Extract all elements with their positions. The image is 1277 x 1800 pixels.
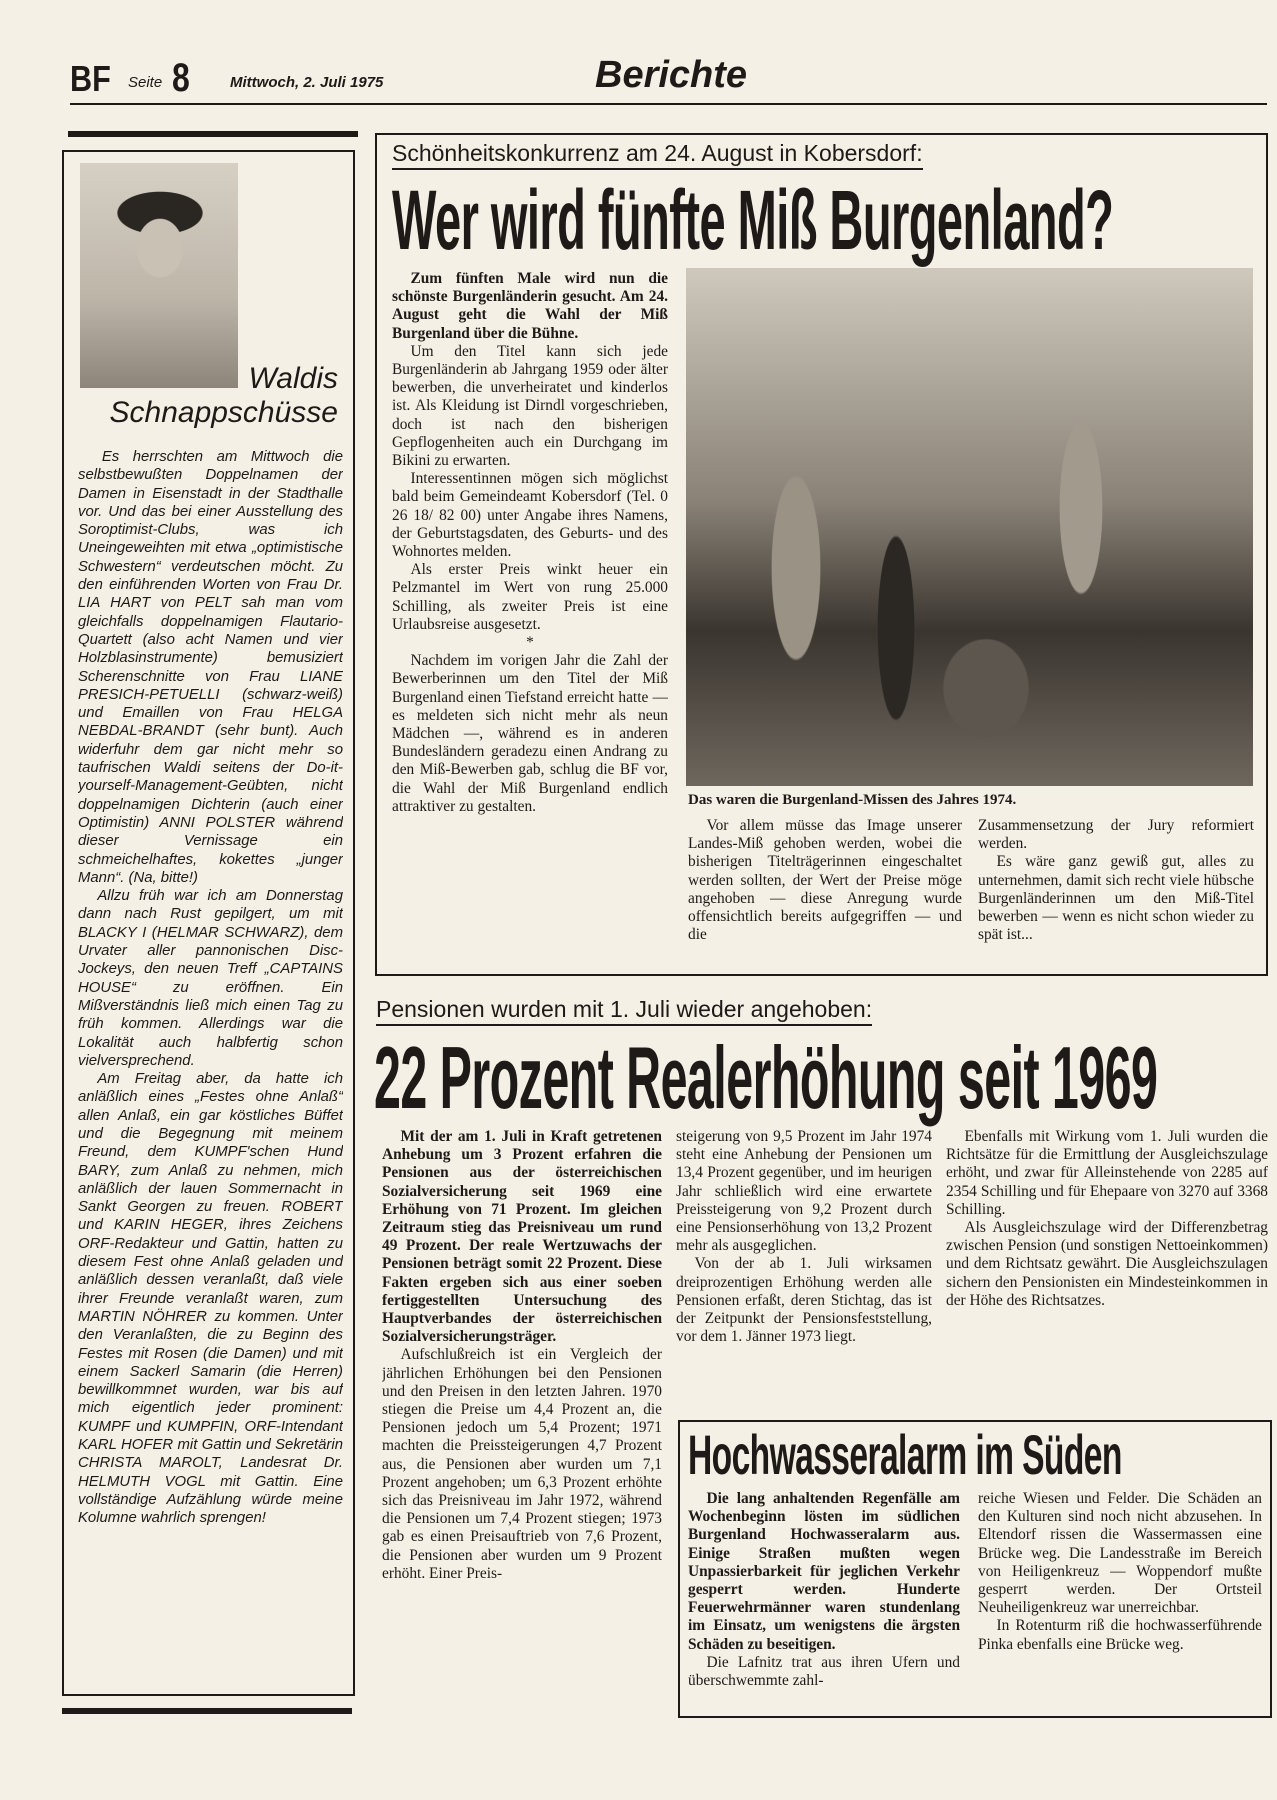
miss-article-col3	[978, 817, 1254, 972]
column-bottom-bar	[62, 1708, 352, 1714]
pension-article-paragraph: Aufschlußreich ist ein Vergleich der jährlichen Erhöhungen bei den Pensionen und den Preisen in den letzten Jahren. 1970 stiegen die Preise um 4,4 Prozent an, die Pensionen jedoch um 5,4 Prozent; 1971 machten die Preissteigerungen 4,7 Prozent aus, die Pensionen aber wurden um 7,1 Prozent angehoben; um 6,3 Prozent erhöhte sich das Preisniveau im Jahr 1972, während die Pensionen um 7,4 Prozent stiegen; 1973 gab es einen Preisauftrieb von 7,6 Prozent, die Pensionen aber wurden um 9 Prozent erhöht. Einer Preis-	[382, 1346, 662, 1582]
section-separator: *	[526, 634, 534, 652]
miss-article-paragraph: Interessentinnen mögen sich möglichst bald beim Gemeindeamt Kobersdorf (Tel. 0 26 18/ 82 00) unter Angabe ihres Namens, der Geburtstagsdaten, des Geburts- und des Wohnortes melden.	[392, 470, 668, 561]
pension-article-headline: 22 Prozent Realerhöhung seit 1969	[374, 1028, 1158, 1127]
page-label: Seite	[128, 74, 163, 91]
flood-continuation-text: reiche Wiesen und Felder. Die Schäden an den Kulturen sind noch nicht abzusehen. In Eltendorf rissen die Wassermassen eine Brücke weg. Die Landesstraße im Bereich von Heiligenkreuz — Woppendorf mußte gesperrt werden. Der Ortsteil Neuheiligenkreuz war unerreichbar.	[978, 1490, 1262, 1617]
pension-article-col3	[946, 1128, 1268, 1408]
column-top-bar	[68, 131, 358, 137]
author-portrait-photo	[80, 163, 238, 388]
flood-article-paragraph: In Rotenturm riß die hochwasserführende Pinka ebenfalls eine Brücke weg.	[978, 1617, 1262, 1653]
newspaper-logo: BF	[70, 58, 111, 99]
flood-article-headline: Hochwasseralarm im Süden	[688, 1423, 1122, 1486]
flood-article-continuation	[978, 1490, 1262, 1617]
section-title: Berichte	[595, 54, 748, 96]
column-text	[78, 448, 343, 1688]
pension-article-paragraph: Von der ab 1. Juli wirksamen dreiprozentigen Erhöhung werden alle Pensionen erfaßt, deren Stichtag, das ist der Zeitpunkt der Pensionsfeststellung, vor dem 1. Jänner 1973 liegt.	[676, 1255, 932, 1346]
miss-article-paragraph: Nachdem im vorigen Jahr die Zahl der Bewerberinnen um den Titel der Miß Burgenland einen Tiefstand erreicht hatte — es meldeten sich nicht mehr als neun Mädchen —, während es in anderen Bundesländern geradezu einen Andrang zu den Miß-Bewerben gab, schlug die BF vor, die Wahl der Miß Burgenland endlich attraktiver zu gestalten.	[392, 652, 668, 815]
column-title	[80, 362, 338, 430]
miss-article-lead: Zum fünften Male wird nun die schönste Burgenländerin gesucht. Am 24. August geht die Wahl der Miß Burgenland über die Bühne.	[392, 270, 668, 342]
pension-article-col1	[382, 1128, 662, 1718]
pension-article-lead: Mit der am 1. Juli in Kraft getretenen Anhebung um 3 Prozent erfahren die Pensionen aus der österreichischen Sozialversicherung seit 1969 eine Erhöhung von 71 Prozent. Im gleichen Zeitraum stieg das Preisniveau um rund 49 Prozent. Der reale Wertzuwachs der Pensionen beträgt somit 22 Prozent. Diese Fakten ergeben sich aus einer soeben fertiggestellten Untersuchung des Hauptverbandes der österreichischen Sozialversicherungsträger.	[382, 1128, 662, 1346]
issue-date: Mittwoch, 2. Juli 1975	[230, 74, 384, 91]
miss-article-paragraph: Als erster Preis winkt heuer ein Pelzmantel im Wert von rung 25.000 Schilling, als zweiter Preis ist eine Urlaubsreise ausgesetzt.	[392, 561, 668, 633]
miss-article-paragraph: Um den Titel kann sich jede Burgenländerin ab Jahrgang 1959 oder älter bewerben, die unverheiratet und kinderlos ist. Als Kleidung ist Dirndl vorgeschrieben, doch ist nach den bisherigen Gepflogenheiten auch ein Durchgang im Bikini zu erwarten.	[392, 342, 668, 470]
pension-article-paragraph: steigerung von 9,5 Prozent im Jahr 1974 steht eine Anhebung der Pensionen um 13,4 Prozent gegenüber, und im heurigen Jahr schließlich wird eine erwartete Preissteigerung von 9,2 Prozent durch eine Pensionserhöhung von 13,2 Prozent mehr als ausgeglichen.	[676, 1128, 932, 1255]
column-title-line1: Waldis	[248, 362, 338, 395]
column-paragraph: Am Freitag aber, da hatte ich anläßlich eines „Festes ohne Anlaß“ allen Anlaß, ein gar köstliches Büffet und die Begegnung mit meinem Freund, dem KUMPF'schen Hund BARY, zum Anlaß zu nehmen, mich anläßlich der lauen Sommernacht in Sankt Georgen zu freuen. ROBERT und KARIN HEGER, ihres Zeichens ORF-Redakteur und Gattin, hatten zu diesem Fest ohne Anlaß geladen und anläßlich dessen veranlaßt, daß viele ihrer Freunde veranlaßt waren, zum MARTIN NÖHRER zu kommen. Unter den Veranlaßten, die zu Beginn des Festes mit Rosen (die Damen) und mit einem Sackerl Samarin (die Herren) bewillkommnet wurden, war bis auf mich eigentlich jeder prominent: KUMPF und KUMPFIN, ORF-Intendant KARL HOFER mit Gattin und Sekretärin CHRISTA MAROLT, Landesrat Dr. HELMUTH VOGL mit Gattin. Eine vollständige Aufzählung würde meine Kolumne wahrlich sprengen!	[78, 1071, 343, 1527]
miss-burgenland-1974-photo	[686, 268, 1253, 786]
pension-article-kicker: Pensionen wurden mit 1. Juli wieder angehoben:	[376, 996, 872, 1026]
column-paragraph: Allzu früh war ich am Donnerstag dann nach Rust gepilgert, um mit BLACKY I (HELMAR SCHWARZ), dem Urvater aller pannonischen Disc-Jockeys, den neuen Treff „CAPTAINS HOUSE“ zu eröffnen. Ein Mißverständnis ließ mich einen Tag zu früh kommen. Allerdings war die Lokalität auch halbfertig schon vielversprechend.	[78, 888, 343, 1069]
miss-article-text	[392, 270, 668, 970]
miss-article-kicker: Schönheitskonkurrenz am 24. August in Kobersdorf:	[392, 140, 923, 170]
flood-article-paragraph: Die Lafnitz trat aus ihren Ufern und überschwemmte zahl-	[688, 1653, 960, 1690]
pension-article-paragraph: Ebenfalls mit Wirkung vom 1. Juli wurden die Richtsätze für die Ermittlung der Ausgleichszulage erhöht, und zwar für Alleinstehende von 2285 auf 2354 Schilling und für Ehepaare von 3270 auf 3368 Schilling.	[946, 1128, 1268, 1218]
miss-article-col2	[688, 817, 962, 972]
flood-article-lead: Die lang anhaltenden Regenfälle am Wochenbeginn lösten im südlichen Burgenland Hochwasseralarm aus. Einige Straßen mußten wegen Unpassierbarkeit für jeglichen Verkehr gesperrt werden. Hunderte Feuerwehrmänner waren stundenlang im Einsatz, um wenigstens die ärgsten Schäden zu beseitigen.	[688, 1490, 960, 1653]
header-rule	[70, 103, 1267, 105]
miss-article-headline: Wer wird fünfte Miß Burgenland?	[392, 173, 1114, 267]
pension-article-paragraph: Als Ausgleichszulage wird der Differenzbetrag zwischen Pension (und sonstigen Nettoeinkommen) und dem Richtsatz gewährt. Die Ausgleichszulagen sichern den Pensionisten ein Mindesteinkommen in der Höhe des Richtsatzes.	[946, 1219, 1268, 1309]
page-number: 8	[172, 56, 190, 100]
miss-article-paragraph: Es wäre ganz gewiß gut, alles zu unternehmen, damit sich recht viele hübsche Burgenländerinnen um den Miß-Titel bewerben — wenn es nicht schon wieder zu spät ist...	[978, 853, 1254, 944]
photo-caption: Das waren die Burgenland-Missen des Jahres 1974.	[688, 792, 1017, 808]
pension-article-col2	[676, 1128, 932, 1408]
flood-article-col2-note	[978, 1490, 1262, 1715]
miss-article-paragraph: Vor allem müsse das Image unserer Landes-Miß gehoben werden, wobei die bisherigen Titelträgerinnen eingeschaltet werden sollten, der Wert der Preise möge angehoben — diese Anregung wurde offensichtlich bereits aufgegriffen — und die	[688, 817, 962, 944]
flood-article-col1	[688, 1490, 960, 1715]
column-title-line2: Schnappschüsse	[109, 396, 338, 429]
miss-article-paragraph: Zusammensetzung der Jury reformiert werden.	[978, 817, 1254, 853]
column-paragraph: Es herrschten am Mittwoch die selbstbewußten Doppelnamen der Damen in Eisenstadt in der Stadthalle vor. Und das bei einer Ausstellung des Soroptimist-Clubs, was ich Uneingeweihten mit etwa „optimistische Schwestern“ verdeutschen möcht. Zu den einführenden Worten von Frau Dr. LIA HART von PELT sah man vom gleichfalls doppelnamigen Flautario-Quartett (also acht Namen und vier Holzblasinstrumente) bemusiziert Scherenschnitte von Frau LIANE PRESICH-PETUELLI (schwarz-weiß) und Emaillen von Frau HELGA NEBDAL-BRANDT (sehr bunt). Auch widerfuhr dem gar nicht mehr so taufrischen Waldi seitens der Do-it-yourself-Management-Geübten, nicht doppelnamigen Dichterin (auch einer Optimistin) ANNI POLSTER während dieser Vernissage ein schmeichelhaftes, kokettes „junger Mann“. (Na, bitte!)	[78, 449, 343, 886]
